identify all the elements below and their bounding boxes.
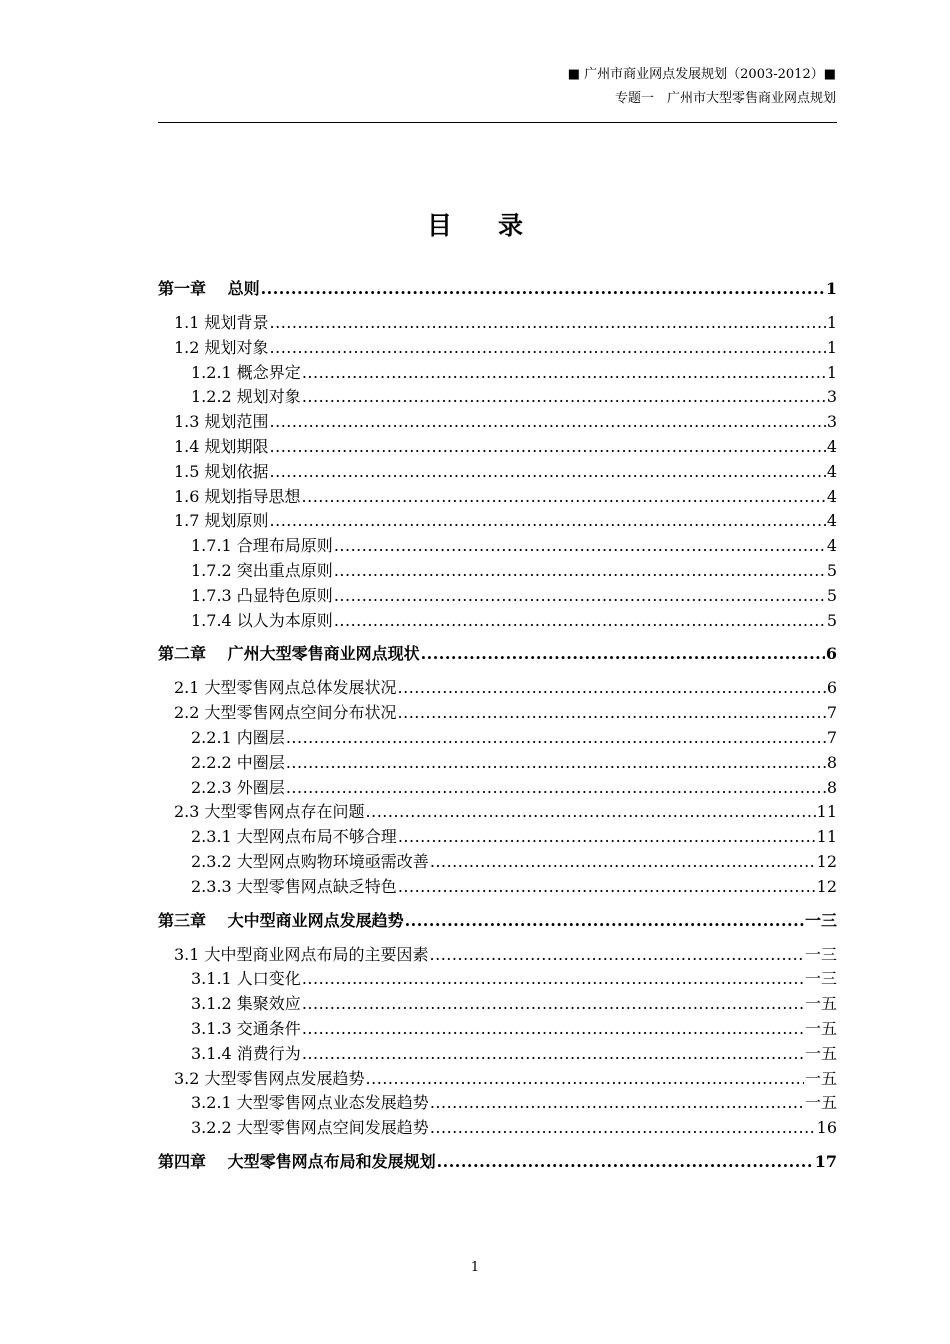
toc-entry-title: 2.2.2 中圈层 [191, 752, 285, 772]
toc-leader-dots [270, 412, 826, 431]
toc-entry-title: 第三章 大中型商业网点发展趋势 [158, 910, 404, 930]
toc-entry-title: 2.2.3 外圈层 [191, 777, 285, 797]
toc-leader-dots [286, 778, 826, 797]
toc-page-number: 8 [826, 777, 837, 797]
header-title: ■ 广州市商业网点发展规划（2003-2012）■ [567, 67, 836, 82]
toc-page-number: 一五 [804, 1068, 837, 1088]
toc-entry[interactable] [158, 775, 837, 800]
toc-page-number: 11 [816, 802, 837, 822]
toc-leader-dots [398, 877, 816, 896]
toc-entry-title: 3.1.1 人口变化 [191, 969, 301, 989]
toc-entry-title: 1.7 规划原则 [174, 511, 269, 531]
toc-page-number: 一三 [804, 910, 837, 930]
toc-page-number: 一三 [804, 969, 837, 989]
toc-entry[interactable] [158, 1066, 837, 1091]
toc-page-number: 1 [826, 313, 837, 332]
toc-entry-title: 3.1 大中型商业网点布局的主要因素 [174, 944, 429, 964]
toc-leader-dots [430, 1093, 804, 1112]
toc-entry[interactable] [158, 583, 837, 608]
toc-chapter-entry[interactable] [158, 908, 837, 933]
toc-entry[interactable] [158, 991, 837, 1016]
toc-entry[interactable] [158, 874, 837, 899]
toc-page-number: 4 [826, 461, 837, 481]
toc-leader-dots [437, 1152, 814, 1171]
toc-entry-title: 2.2.1 内圈层 [191, 727, 285, 747]
toc-entry[interactable] [158, 799, 837, 824]
toc-page-number: 12 [816, 876, 837, 896]
toc-leader-dots [302, 363, 826, 382]
toc-leader-dots [430, 1118, 816, 1137]
toc-entry-title: 3.2.2 大型零售网点空间发展趋势 [191, 1118, 429, 1138]
toc-entry[interactable] [158, 849, 837, 874]
header-subtitle: 专题一 广州市大型零售商业网点规划 [614, 91, 836, 106]
toc-page-number: 16 [816, 1118, 837, 1138]
toc-entry-title: 第四章 大型零售网点布局和发展规划 [158, 1151, 436, 1171]
toc-leader-dots [302, 969, 804, 988]
toc-entry-title: 3.1.2 集聚效应 [191, 994, 301, 1014]
toc-entry-title: 3.1.4 消费行为 [191, 1043, 301, 1063]
toc-entry[interactable] [158, 434, 837, 459]
toc-chapter-entry[interactable] [158, 1149, 837, 1174]
toc-page-number: 7 [826, 703, 837, 723]
toc-leader-dots [302, 387, 826, 406]
page-title: 目录 [426, 211, 569, 240]
toc-entry[interactable] [158, 384, 837, 409]
toc-entry-title: 1.2.2 规划对象 [191, 387, 301, 407]
toc-page-number: 一三 [804, 944, 837, 964]
toc-entry[interactable] [158, 824, 837, 849]
toc-entry-title: 1.7.4 以人为本原则 [191, 610, 333, 630]
toc-leader-dots [405, 911, 804, 930]
toc-entry-title: 2.2 大型零售网点空间分布状况 [174, 703, 397, 723]
toc-leader-dots [302, 994, 804, 1013]
header-rule [158, 122, 837, 123]
toc-page-number: 1 [826, 337, 837, 357]
toc-page-number: 一五 [804, 1093, 837, 1113]
toc-leader-dots [398, 678, 826, 697]
toc-leader-dots [286, 753, 826, 772]
toc-entry-title: 3.2 大型零售网点发展趋势 [174, 1068, 365, 1088]
toc-entry-title: 1.2 规划对象 [174, 337, 269, 357]
toc-entry[interactable] [158, 360, 837, 385]
toc-entry[interactable] [158, 725, 837, 750]
toc-entry-title: 2.3.3 大型零售网点缺乏特色 [191, 876, 397, 896]
toc-page-number: 8 [826, 752, 837, 772]
toc-entry[interactable] [158, 459, 837, 484]
toc-entry-title: 3.1.3 交通条件 [191, 1018, 301, 1038]
toc-leader-dots [421, 644, 825, 663]
toc-leader-dots [366, 802, 816, 821]
toc-leader-dots [302, 1044, 804, 1063]
toc-entry[interactable] [158, 484, 837, 509]
toc-entry[interactable] [158, 335, 837, 360]
toc-entry[interactable] [158, 1090, 837, 1115]
toc-entry-title: 1.5 规划依据 [174, 461, 269, 481]
toc-entry-title: 1.2.1 概念界定 [191, 362, 301, 382]
toc-entry-title: 1.3 规划范围 [174, 412, 269, 432]
table-of-contents [158, 276, 837, 1174]
toc-entry[interactable] [158, 1041, 837, 1066]
toc-entry-title: 第二章 广州大型零售商业网点现状 [158, 644, 420, 664]
toc-leader-dots [366, 1069, 804, 1088]
toc-leader-dots [430, 945, 804, 964]
toc-page-number: 5 [826, 585, 837, 605]
toc-leader-dots [398, 827, 816, 846]
toc-leader-dots [430, 852, 816, 871]
toc-page-number: 1 [826, 362, 837, 382]
toc-entry[interactable] [158, 1115, 837, 1140]
toc-entry[interactable] [158, 508, 837, 533]
toc-page-number: 5 [826, 610, 837, 630]
toc-page-number: 1 [825, 279, 837, 298]
toc-page-number: 4 [826, 511, 837, 531]
toc-leader-dots [270, 338, 826, 357]
toc-entry-title: 2.3 大型零售网点存在问题 [174, 802, 365, 822]
toc-page-number: 4 [826, 436, 837, 456]
toc-leader-dots [270, 511, 826, 530]
toc-leader-dots [334, 536, 826, 555]
toc-entry-title: 1.6 规划指导思想 [174, 486, 301, 506]
toc-page-number: 11 [816, 827, 837, 847]
toc-entry[interactable] [158, 558, 837, 583]
toc-page-number: 3 [826, 387, 837, 407]
running-header [568, 63, 836, 111]
toc-leader-dots [270, 313, 826, 332]
toc-entry[interactable] [158, 1016, 837, 1041]
toc-leader-dots [334, 611, 826, 630]
toc-page-number: 12 [816, 851, 837, 871]
toc-page-number: 6 [825, 644, 837, 664]
toc-leader-dots [261, 279, 825, 298]
toc-leader-dots [398, 703, 826, 722]
toc-page-number: 5 [826, 560, 837, 580]
toc-leader-dots [286, 728, 826, 747]
toc-entry-title: 1.4 规划期限 [174, 436, 269, 456]
toc-entry-title: 2.3.1 大型网点布局不够合理 [191, 827, 397, 847]
toc-page-number: 4 [826, 536, 837, 556]
toc-entry[interactable] [158, 700, 837, 725]
toc-page-number: 3 [826, 412, 837, 432]
toc-page-number: 一五 [804, 1043, 837, 1063]
toc-entry[interactable] [158, 675, 837, 700]
toc-entry-title: 2.3.2 大型网点购物环境亟需改善 [191, 851, 429, 871]
toc-entry-title: 1.7.1 合理布局原则 [191, 536, 333, 556]
toc-entry-title: 2.1 大型零售网点总体发展状况 [174, 678, 397, 698]
toc-entry[interactable] [158, 608, 837, 633]
toc-leader-dots [334, 561, 826, 580]
toc-entry[interactable] [158, 409, 837, 434]
toc-page-number: 一五 [804, 994, 837, 1014]
page-number: 1 [470, 1260, 480, 1275]
toc-entry-title: 第一章 总则 [158, 279, 260, 298]
toc-page-number: 17 [814, 1151, 837, 1171]
toc-leader-dots [334, 586, 826, 605]
toc-entry[interactable] [158, 750, 837, 775]
toc-entry[interactable] [158, 966, 837, 991]
toc-entry-title: 3.2.1 大型零售网点业态发展趋势 [191, 1093, 429, 1113]
toc-entry[interactable] [158, 310, 837, 335]
toc-entry[interactable] [158, 942, 837, 967]
toc-entry[interactable] [158, 533, 837, 558]
toc-page-number: 4 [826, 486, 837, 506]
toc-leader-dots [270, 462, 826, 481]
toc-entry-title: 1.7.2 突出重点原则 [191, 560, 333, 580]
toc-leader-dots [302, 487, 826, 506]
toc-chapter-entry[interactable] [158, 276, 837, 301]
toc-page-number: 6 [826, 678, 837, 698]
toc-page-number: 一五 [804, 1018, 837, 1038]
toc-chapter-entry[interactable] [158, 641, 837, 666]
toc-entry-title: 1.7.3 凸显特色原则 [191, 585, 333, 605]
toc-page-number: 7 [826, 727, 837, 747]
toc-leader-dots [302, 1019, 804, 1038]
toc-leader-dots [270, 437, 826, 456]
toc-entry-title: 1.1 规划背景 [174, 313, 269, 332]
